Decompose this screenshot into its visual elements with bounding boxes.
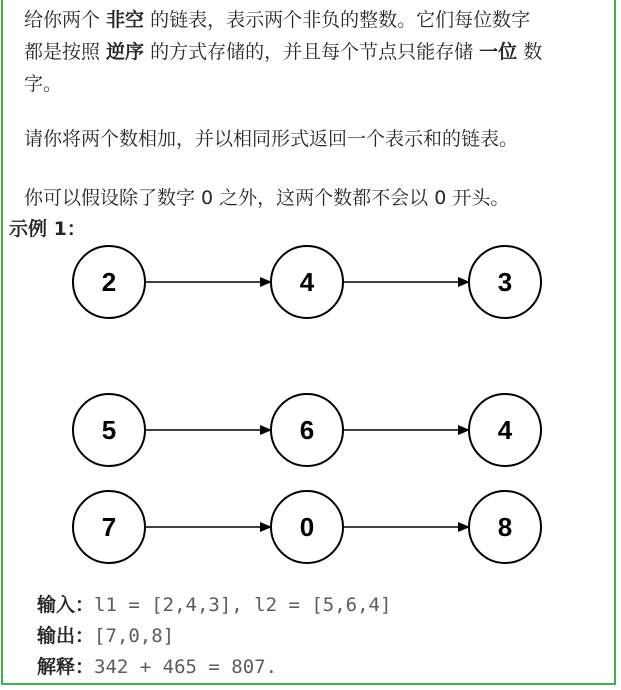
example-input — [37, 590, 391, 621]
linked-list-row — [73, 491, 541, 563]
output-value: [7,0,8] — [94, 625, 175, 647]
description-line-3: 字。 — [24, 73, 63, 95]
list-node-value: 5 — [101, 415, 117, 445]
explanation-value: 342 + 465 = 807. — [94, 656, 278, 678]
description-paragraph-2: 请你将两个数相加，并以相同形式返回一个表示和的链表。 — [24, 128, 519, 150]
example-output — [37, 621, 174, 652]
description-line-2: 都是按照 逆序 的方式存储的，并且每个节点只能存储 一位 数 — [24, 41, 543, 63]
description-paragraph-3: 你可以假设除了数字 0 之外，这两个数都不会以 0 开头。 — [24, 187, 510, 209]
emphasis-one-digit: 一位 — [479, 41, 518, 63]
description-line-1: 给你两个 非空 的链表，表示两个非负的整数。它们每位数字 — [24, 9, 531, 31]
list-node-value: 4 — [497, 415, 513, 445]
example-title: 示例 1： — [9, 218, 86, 240]
list-node-value: 0 — [299, 512, 315, 542]
list-node-value: 3 — [497, 267, 513, 297]
explanation-label: 解释： — [37, 656, 95, 678]
example-explanation — [37, 652, 277, 683]
input-label: 输入： — [37, 594, 95, 616]
linked-list-diagram — [0, 235, 621, 565]
list-node-value: 6 — [299, 415, 315, 445]
list-node-value: 4 — [299, 267, 315, 297]
linked-list-row — [73, 394, 541, 466]
list-node-value: 8 — [497, 512, 513, 542]
linked-list-row — [73, 246, 541, 318]
output-label: 输出： — [37, 625, 95, 647]
list-node-value: 7 — [101, 512, 117, 542]
emphasis-reverse-order: 逆序 — [106, 41, 145, 63]
list-node-value: 2 — [101, 267, 117, 297]
emphasis-non-empty: 非空 — [106, 9, 145, 31]
input-value: l1 = [2,4,3], l2 = [5,6,4] — [94, 594, 392, 616]
